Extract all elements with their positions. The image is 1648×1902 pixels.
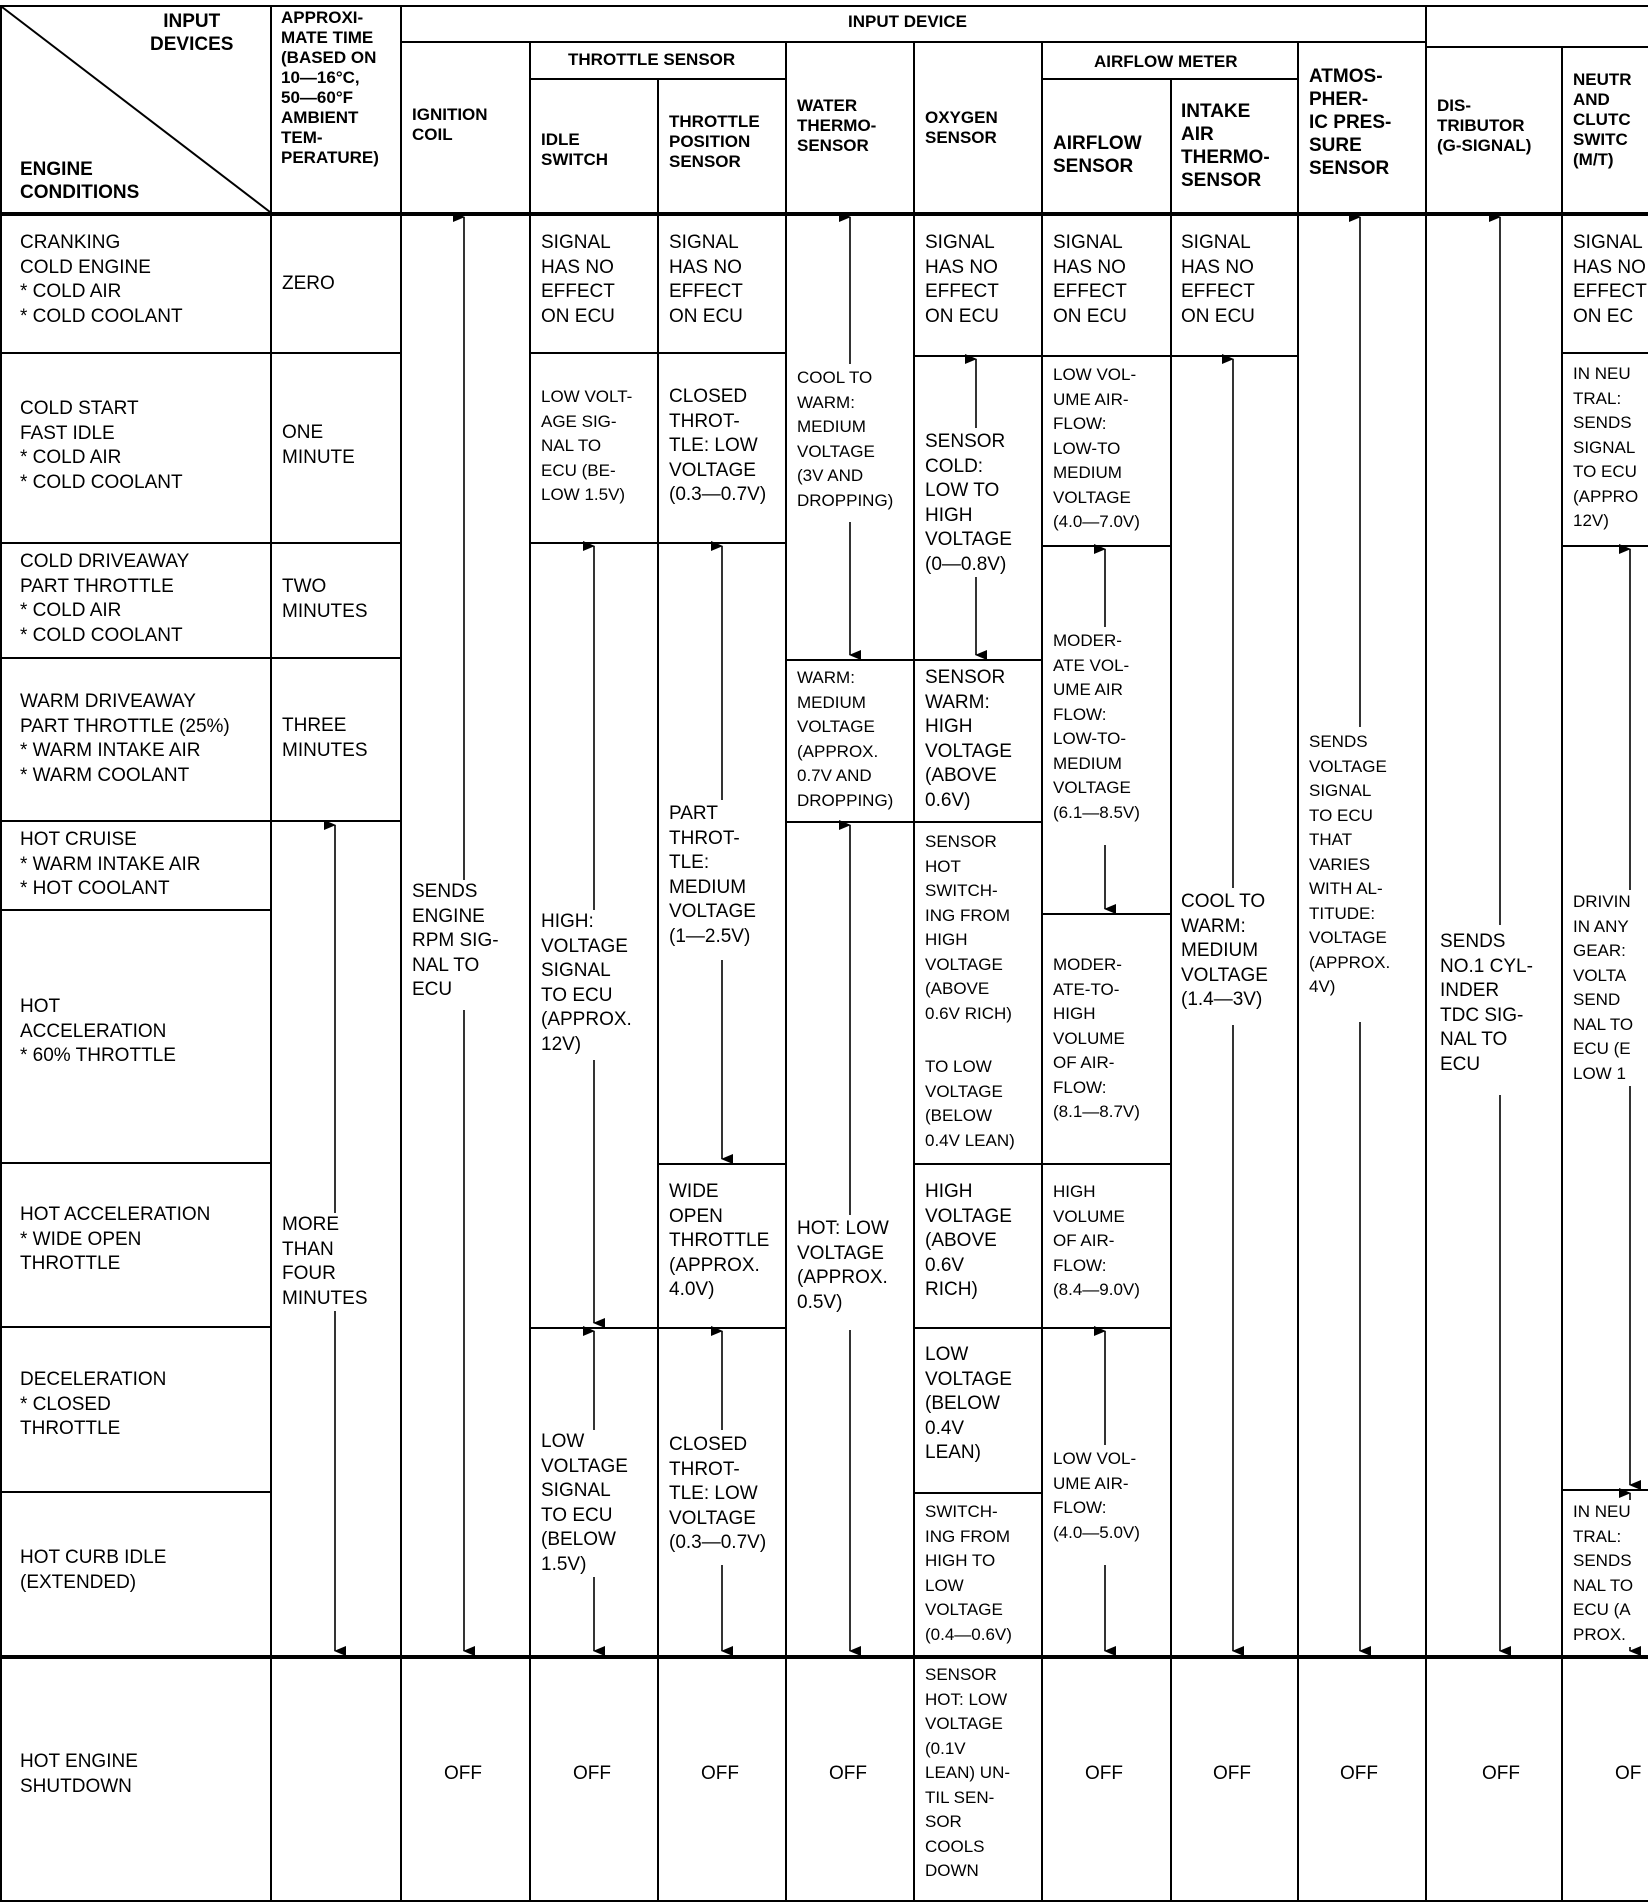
shutdown-idle: OFF xyxy=(573,1763,611,1784)
idle-low-voltage: LOW VOLT- AGE SIG- NAL TO ECU (BE- LOW 1.5V) xyxy=(541,387,633,504)
iat-no-effect: SIGNAL HAS NO EFFECT ON ECU xyxy=(1181,232,1255,327)
tps-wide-open: WIDE OPEN THROTTLE (APPROX. 4.0V) xyxy=(669,1181,770,1300)
oxy-shutdown: SENSOR HOT: LOW VOLTAGE (0.1V LEAN) UN- TIL SEN- SOR COOLS DOWN xyxy=(925,1665,1011,1880)
header-airflow-meter: AIRFLOW METER xyxy=(1094,52,1238,71)
tps-closed-1: CLOSED THROT- TLE: LOW VOLTAGE (0.3—0.7V) xyxy=(669,386,767,505)
shutdown-water: OFF xyxy=(829,1763,867,1784)
corner-input-devices: INPUT DEVICES xyxy=(150,11,234,55)
time-one-minute: ONE MINUTE xyxy=(282,422,355,468)
condition-warm-driveaway: WARM DRIVEAWAY PART THROTTLE (25%) * WARM INTAKE AIR * WARM COOLANT xyxy=(20,691,230,786)
afs-moderate: MODER- ATE VOL- UME AIR FLOW: LOW-TO- MEDIUM VOLTAGE (6.1—8.5V) xyxy=(1053,629,1140,825)
condition-hot-acceleration: HOT ACCELERATION * 60% THROTTLE xyxy=(20,996,176,1066)
header-throttle-sensor: THROTTLE SENSOR xyxy=(568,50,736,69)
condition-deceleration: DECELERATION * CLOSED THROTTLE xyxy=(20,1369,167,1439)
header-neutral: NEUTR AND CLUTC SWITC (M/T) xyxy=(1573,70,1632,169)
header-idle-switch: IDLE SWITCH xyxy=(541,130,609,169)
iat-cool-to-warm: COOL TO WARM: MEDIUM VOLTAGE (1.4—3V) xyxy=(1181,890,1268,1013)
water-cool-to-warm: COOL TO WARM: MEDIUM VOLTAGE (3V AND DROPPING) xyxy=(797,366,893,513)
shutdown-neutral: OF xyxy=(1615,1763,1642,1784)
ignition-signal: SENDS ENGINE RPM SIG- NAL TO ECU xyxy=(412,880,499,1003)
idle-high-voltage: HIGH: VOLTAGE SIGNAL TO ECU (APPROX. 12V) xyxy=(541,910,632,1057)
condition-cold-driveaway: COLD DRIVEAWAY PART THROTTLE * COLD AIR * COLD COOLANT xyxy=(20,551,190,646)
shutdown-ignition: OFF xyxy=(444,1763,482,1784)
header-distributor: DIS- TRIBUTOR (G-SIGNAL) xyxy=(1437,96,1532,155)
header-airflow-sensor: AIRFLOW SENSOR xyxy=(1053,133,1142,177)
afs-no-effect: SIGNAL HAS NO EFFECT ON ECU xyxy=(1053,232,1127,327)
afs-low-volume-idle: LOW VOL- UME AIR- FLOW: (4.0—5.0V) xyxy=(1053,1447,1140,1545)
header-input-device: INPUT DEVICE xyxy=(848,12,968,31)
header-intake-air: INTAKE AIR THERMO- SENSOR xyxy=(1181,101,1270,191)
header-water-thermo: WATER THERMO- SENSOR xyxy=(797,96,877,155)
afs-low-volume: LOW VOL- UME AIR- FLOW: LOW-TO MEDIUM VOLTAGE (4.0—7.0V) xyxy=(1053,365,1140,531)
header-throttle-position: THROTTLE POSITION SENSOR xyxy=(669,112,760,171)
time-three-minutes: THREE MINUTES xyxy=(282,715,368,761)
header-ignition-coil: IGNITION COIL xyxy=(412,105,488,144)
oxy-switching: SWITCH- ING FROM HIGH TO LOW VOLTAGE (0.4—0.6V) xyxy=(925,1502,1012,1644)
time-zero: ZERO xyxy=(282,273,335,294)
oxy-low-lean: LOW VOLTAGE (BELOW 0.4V LEAN) xyxy=(925,1344,1012,1463)
condition-cranking: CRANKING COLD ENGINE * COLD AIR * COLD COOLANT xyxy=(20,232,183,327)
header-atmospheric: ATMOS- PHER- IC PRES- SURE SENSOR xyxy=(1309,66,1392,179)
oxy-sensor-hot-low: TO LOW VOLTAGE (BELOW 0.4V LEAN) xyxy=(925,1057,1015,1150)
oxy-no-effect: SIGNAL HAS NO EFFECT ON ECU xyxy=(925,232,999,327)
neutral-driving: DRIVIN IN ANY GEAR: VOLTA SEND NAL TO ECU (E LOW 1 xyxy=(1573,890,1633,1086)
dist-signal: SENDS NO.1 CYL- INDER TDC SIG- NAL TO ECU xyxy=(1440,930,1533,1077)
neutral-curb-idle: IN NEU TRAL: SENDS NAL TO ECU (A PROX. xyxy=(1573,1500,1633,1647)
tps-part-throttle: PART THROT- TLE: MEDIUM VOLTAGE (1—2.5V) xyxy=(669,802,756,949)
shutdown-iat: OFF xyxy=(1213,1763,1251,1784)
condition-hot-acceleration-wot: HOT ACCELERATION * WIDE OPEN THROTTLE xyxy=(20,1204,211,1274)
afs-moderate-high: MODER- ATE-TO- HIGH VOLUME OF AIR- FLOW: (8.1—8.7V) xyxy=(1053,955,1140,1121)
time-two-minutes: TWO MINUTES xyxy=(282,576,368,622)
condition-cold-start: COLD START FAST IDLE * COLD AIR * COLD COOLANT xyxy=(20,398,183,493)
neutral-no-effect: SIGNAL HAS NO EFFECT ON EC xyxy=(1573,232,1647,327)
afs-high-volume: HIGH VOLUME OF AIR- FLOW: (8.4—9.0V) xyxy=(1053,1182,1140,1299)
oxy-sensor-cold: SENSOR COLD: LOW TO HIGH VOLTAGE (0—0.8V) xyxy=(925,430,1012,577)
shutdown-atm: OFF xyxy=(1340,1763,1378,1784)
time-more-than-four: MORE THAN FOUR MINUTES xyxy=(282,1213,368,1311)
oxy-high-rich: HIGH VOLTAGE (ABOVE 0.6V RICH) xyxy=(925,1181,1012,1300)
idle-low-signal: LOW VOLTAGE SIGNAL TO ECU (BELOW 1.5V) xyxy=(541,1430,628,1577)
tps-closed-2: CLOSED THROT- TLE: LOW VOLTAGE (0.3—0.7V) xyxy=(669,1433,766,1556)
condition-hot-cruise: HOT CRUISE * WARM INTAKE AIR * HOT COOLANT xyxy=(20,829,201,899)
header-oxygen: OXYGEN SENSOR xyxy=(925,108,998,147)
idle-no-effect: SIGNAL HAS NO EFFECT ON ECU xyxy=(541,232,615,327)
condition-hot-curb-idle: HOT CURB IDLE (EXTENDED) xyxy=(20,1547,167,1593)
water-warm: WARM: MEDIUM VOLTAGE (APPROX. 0.7V AND DROPPING) xyxy=(797,668,894,810)
shutdown-dist: OFF xyxy=(1482,1763,1520,1784)
shutdown-afs: OFF xyxy=(1085,1763,1123,1784)
oxy-sensor-hot: SENSOR HOT SWITCH- ING FROM HIGH VOLTAGE (ABOVE 0.6V RICH) xyxy=(925,832,1012,1023)
water-hot: HOT: LOW VOLTAGE (APPROX. 0.5V) xyxy=(797,1217,889,1315)
shutdown-tps: OFF xyxy=(701,1763,739,1784)
corner-engine-conditions: ENGINE CONDITIONS xyxy=(20,159,140,203)
neutral-in-neutral: IN NEU TRAL: SENDS SIGNAL TO ECU (APPRO 12V) xyxy=(1573,364,1639,530)
oxy-sensor-warm: SENSOR WARM: HIGH VOLTAGE (ABOVE 0.6V) xyxy=(925,667,1012,811)
condition-hot-shutdown: HOT ENGINE SHUTDOWN xyxy=(20,1751,138,1797)
atm-signal: SENDS VOLTAGE SIGNAL TO ECU THAT VARIES WITH AL- TITUDE: VOLTAGE (APPROX. 4V) xyxy=(1309,730,1390,1000)
tps-no-effect: SIGNAL HAS NO EFFECT ON ECU xyxy=(669,232,743,327)
header-approx-time: APPROXI- MATE TIME (BASED ON 10—16°C, 50—60°F AMBIENT TEM- PERATURE) xyxy=(281,8,379,167)
